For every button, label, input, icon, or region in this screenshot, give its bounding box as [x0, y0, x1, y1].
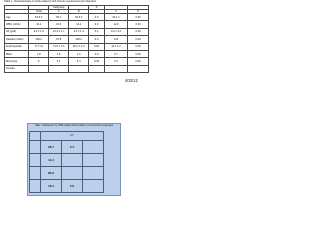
table-cell: 71.6 ± 1.5	[49, 43, 69, 50]
table-cell: 6.1	[49, 58, 69, 65]
table-cell: 0.7	[104, 50, 127, 57]
row-label: Hb (g/dl)	[5, 28, 29, 35]
table-cell: 9.1 ± 1.4	[69, 28, 89, 35]
row-label: Platelet (x10/L)	[5, 36, 29, 43]
row-label	[30, 166, 41, 179]
table-cell: 0.0	[89, 50, 105, 57]
table-cell	[89, 65, 105, 72]
table-cell: 0.00	[128, 43, 149, 50]
table-cell: 1.6	[69, 50, 89, 57]
table-row	[5, 21, 149, 28]
row-label	[30, 153, 41, 166]
table-cell: 64.6 ±	[29, 14, 49, 21]
table-cell: 6.4	[69, 58, 89, 65]
table-cell: 104.2	[29, 36, 49, 43]
table-cell: 0.00	[128, 58, 149, 65]
table-cell: 0.00	[128, 28, 149, 35]
top-header-cell: P	[128, 10, 149, 14]
table-cell: 5.9	[62, 179, 83, 192]
bottom-table-panel	[27, 123, 121, 196]
table-cell: 125.2	[69, 36, 89, 43]
bottom-table-caption: Table - Parameters by CMR-related abnormalities in chromosome subgroups	[34, 124, 114, 127]
table-cell	[83, 140, 104, 153]
table-cell: 14.4	[41, 153, 62, 166]
table-cell	[83, 153, 104, 166]
table-cell: 85.9	[41, 166, 62, 179]
table-cell: 14 ± 1.2	[104, 43, 127, 50]
table-cell	[49, 65, 69, 72]
table-cell	[29, 65, 49, 72]
table-cell: 0.0	[89, 14, 105, 21]
top-header-cell: Subgroup	[49, 6, 69, 10]
top-header-cell: P	[89, 6, 105, 10]
table-cell: 10.6	[49, 21, 69, 28]
row-label: Monocyte	[5, 58, 29, 65]
table-cell: 0.1	[89, 28, 105, 35]
table-cell: 0.00	[89, 43, 105, 50]
table-cell: 10.4 ± 1.7	[49, 28, 69, 35]
table-cell	[83, 166, 104, 179]
table-cell	[83, 179, 104, 192]
table-row	[30, 140, 104, 153]
table-cell: 0.0	[89, 21, 105, 28]
table-cell: 16.1	[41, 179, 62, 192]
table-cell	[128, 65, 149, 72]
row-label: Female	[5, 65, 29, 72]
table-cell	[62, 153, 83, 166]
row-label: Age	[5, 14, 29, 21]
top-header-cell: A	[49, 10, 69, 14]
table-cell: 0.00	[128, 21, 149, 28]
table-row	[5, 43, 149, 50]
table-cell: 12.6	[104, 21, 127, 28]
table-cell: 66.7	[41, 140, 62, 153]
table-cell: 9.2 ± 1.6	[29, 28, 49, 35]
row-label	[30, 140, 41, 153]
table-cell: 131	[104, 36, 127, 43]
table-cell: 62.6 ±	[69, 14, 89, 21]
table-cell: 0.00	[89, 58, 105, 65]
row-label: Erythropoietin	[5, 43, 29, 50]
table-cell: 6.1	[104, 58, 127, 65]
top-header-cell: Total	[29, 10, 49, 14]
table-cell: 5.7	[62, 140, 83, 153]
table-row	[5, 36, 149, 43]
bottom-header-cell	[30, 131, 41, 140]
row-label: WBC (x10/L)	[5, 21, 29, 28]
table-cell: 0.0	[89, 36, 105, 43]
table-cell: 62.1 ±	[104, 14, 127, 21]
table-cell: 1.8	[49, 50, 69, 57]
row-label	[30, 179, 41, 192]
table-cell: 1.8	[29, 50, 49, 57]
top-table-caption: Table 1. Characteristics of study subjects with chronic myelomonocytic disorders	[4, 0, 97, 3]
side-number: 403/12	[125, 78, 138, 83]
table-cell: 0.00	[128, 36, 149, 43]
table-cell: 9.3 ± 1.6	[104, 28, 127, 35]
table-row	[5, 28, 149, 35]
table-cell: 6	[29, 58, 49, 65]
table-row	[5, 50, 149, 57]
table-cell	[62, 166, 83, 179]
table-cell: 0.00	[128, 50, 149, 57]
table-cell: 0.00	[128, 14, 149, 21]
table-cell	[104, 65, 127, 72]
table-cell: 12.1	[69, 21, 89, 28]
table-row	[30, 153, 104, 166]
table-row	[30, 179, 104, 192]
table-cell: 65 ±	[49, 14, 69, 21]
row-label: Blast	[5, 50, 29, 57]
top-header-cell: C	[104, 10, 127, 14]
bottom-data-table	[29, 131, 104, 193]
table-row	[5, 14, 149, 21]
table-cell: 77 ± 11	[29, 43, 49, 50]
table-cell: 80.2 ± 1.3	[69, 43, 89, 50]
table-row	[5, 58, 149, 65]
table-row	[30, 166, 104, 179]
table-row	[5, 65, 149, 72]
table-cell: 10.1	[29, 21, 49, 28]
top-header-cell: B	[69, 10, 89, 14]
top-data-table	[4, 5, 149, 73]
bottom-header-cell: CY	[41, 131, 104, 140]
table-cell	[69, 65, 89, 72]
table-cell: 97.8	[49, 36, 69, 43]
